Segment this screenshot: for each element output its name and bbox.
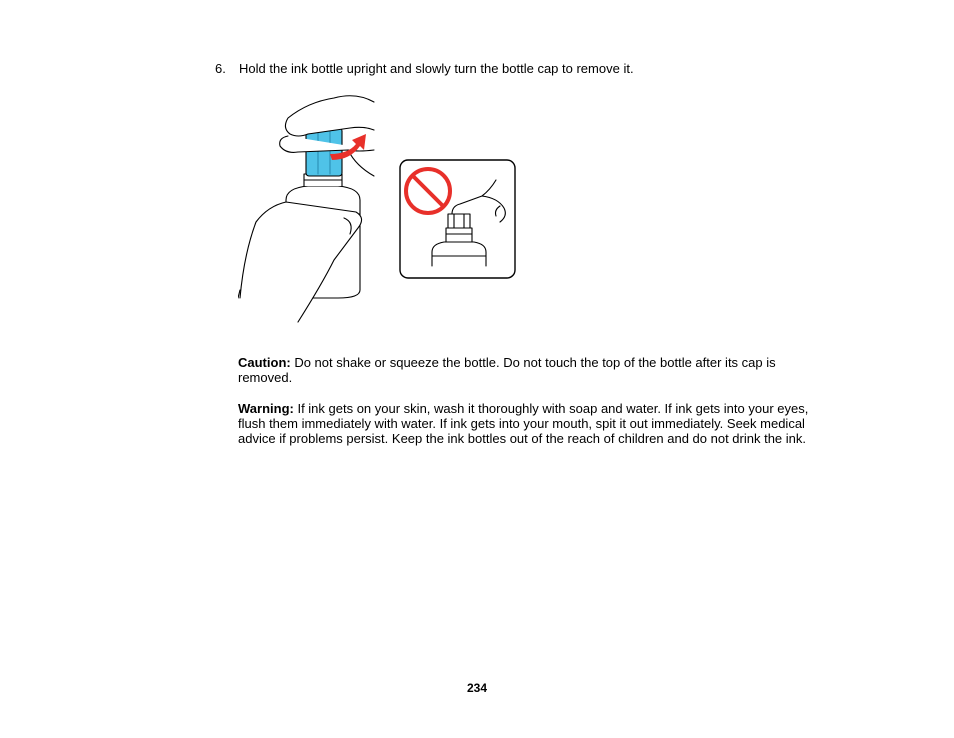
caution-label: Caution: [238, 355, 291, 370]
page-number: 234 [466, 681, 488, 695]
main-panel [238, 96, 374, 322]
step-text: Hold the ink bottle upright and slowly turn the bottle cap to remove it. [239, 61, 634, 76]
top-hand [285, 96, 374, 136]
caution-note [238, 355, 818, 385]
step-instruction [215, 61, 634, 77]
warning-text: If ink gets on your skin, wash it thoroughly with soap and water. If ink gets into your eyes, flush them immediately with water. If ink gets into your mouth, spit it out immediately. Seek medical advice if problems persist. Keep the ink bottles out of the reach of children and do not drink the ink. [238, 401, 809, 446]
caution-text: Do not shake or squeeze the bottle. Do not touch the top of the bottle after its cap is removed. [238, 355, 776, 385]
warning-note [238, 401, 818, 446]
bottle-cap-illustration [238, 94, 520, 326]
inset-panel [400, 160, 515, 278]
prohibit-icon [406, 169, 450, 213]
step-number: 6. [215, 61, 226, 76]
warning-label: Warning: [238, 401, 294, 416]
